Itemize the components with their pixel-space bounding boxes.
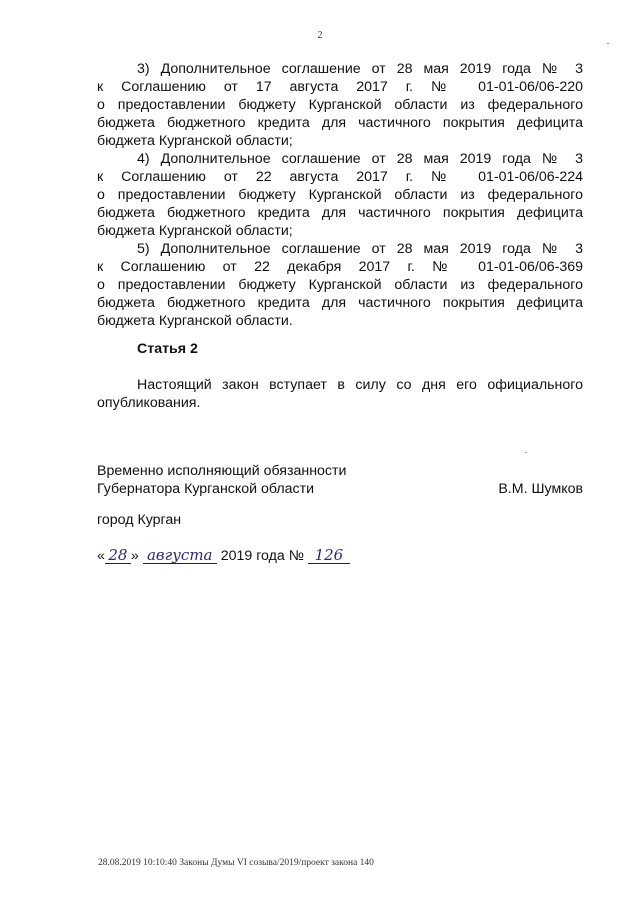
list-item-line: о предоставлении бюджету Курганской области из федерального — [97, 97, 583, 113]
list-item — [97, 240, 583, 330]
list-item-line: 5) Дополнительное соглашение от 28 мая 2019 года № 3 — [137, 241, 583, 257]
open-quote: « — [97, 548, 105, 564]
list-item-line: бюджета Курганской области; — [97, 133, 293, 149]
list-item-line: бюджета бюджетного кредита для частичного покрытия дефицита — [97, 205, 583, 221]
article-body-line: опубликования. — [97, 395, 201, 411]
list-item-line: бюджета Курганской области; — [97, 223, 293, 239]
scan-speck — [607, 43, 609, 44]
list-item-line: 4) Дополнительное соглашение от 28 мая 2019 года № 3 — [137, 151, 583, 167]
signer-title-line: Временно исполняющий обязанности — [97, 463, 347, 479]
list-item-line: к Соглашению от 17 августа 2017 г. № 01-01-06/06-220 — [97, 79, 583, 95]
list-item — [97, 150, 583, 240]
date-line — [97, 547, 350, 564]
signature-block — [97, 462, 583, 498]
handwritten-month: августа — [143, 547, 217, 564]
list-item-line: 3) Дополнительное соглашение от 28 мая 2019 года № 3 — [137, 61, 583, 77]
handwritten-number: 126 — [308, 547, 350, 564]
scan-speck — [525, 452, 527, 453]
list-item-line: бюджета бюджетного кредита для частичного покрытия дефицита — [97, 295, 583, 311]
signer-name: В.М. Шумков — [498, 481, 583, 497]
list-item-line: к Соглашению от 22 августа 2017 г. № 01-01-06/06-224 — [97, 169, 583, 185]
handwritten-day: 28 — [105, 547, 131, 564]
list-item-line: о предоставлении бюджету Курганской области из федерального — [97, 277, 583, 293]
list-item-line: о предоставлении бюджету Курганской области из федерального — [97, 187, 583, 203]
article-body-line: Настоящий закон вступает в силу со дня его официального — [137, 377, 583, 393]
page-number: 2 — [317, 30, 323, 41]
amendment-list — [97, 60, 583, 330]
list-item — [97, 60, 583, 150]
year-text: 2019 года № — [220, 548, 304, 564]
signer-title-line: Губернатора Курганской области — [97, 481, 315, 497]
list-item-line: бюджета бюджетного кредита для частичного покрытия дефицита — [97, 115, 583, 131]
article-body — [97, 376, 583, 412]
city: город Курган — [97, 512, 182, 528]
article-heading: Статья 2 — [137, 341, 198, 357]
document-footer: 28.08.2019 10:10:40 Законы Думы VI созыва/2019/проект закона 140 — [98, 858, 374, 868]
list-item-line: бюджета Курганской области. — [97, 313, 293, 329]
list-item-line: к Соглашению от 22 декабря 2017 г. № 01-01-06/06-369 — [97, 259, 583, 275]
close-quote: » — [130, 548, 139, 564]
signature-row — [97, 480, 583, 498]
